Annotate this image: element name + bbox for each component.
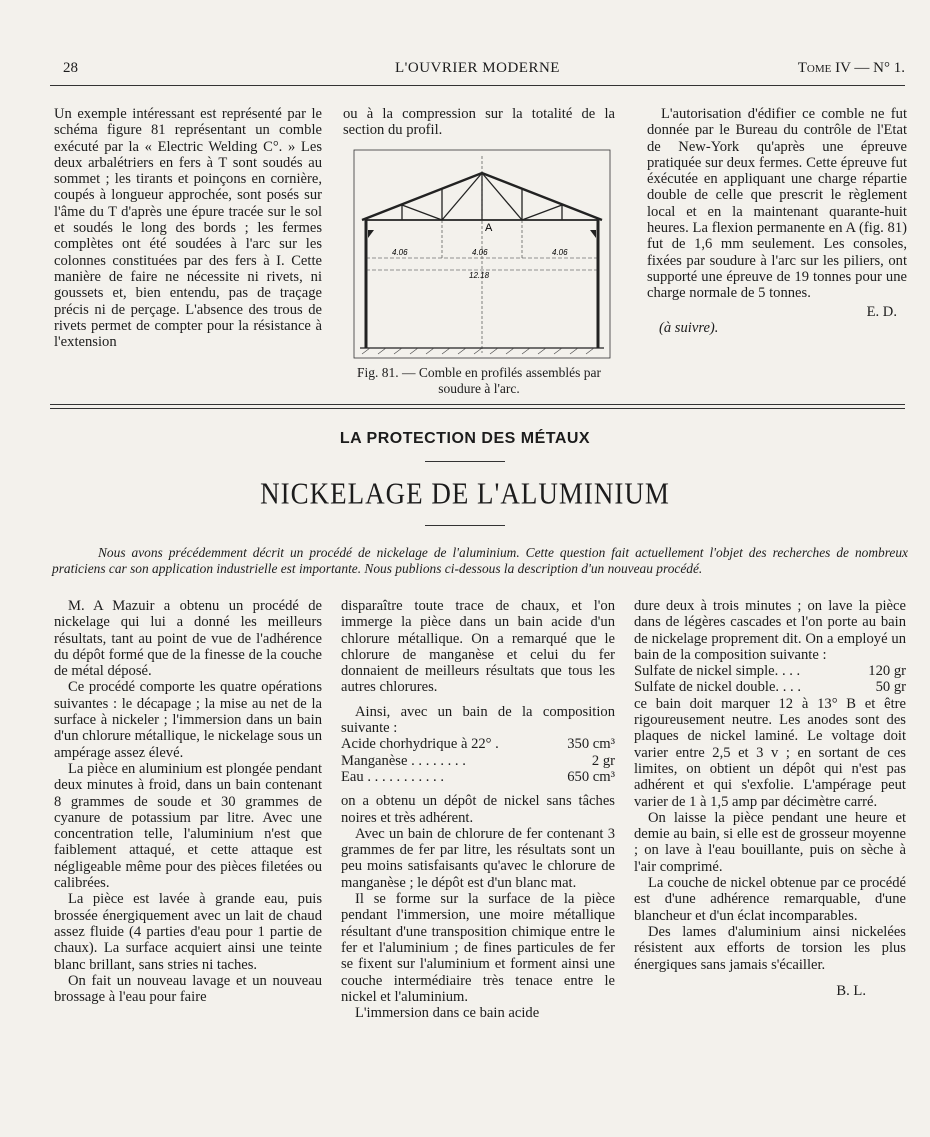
figure-caption: Fig. 81. — Comble en profilés assemblés par soudure à l'arc. — [356, 365, 602, 396]
journal-title: L'OUVRIER MODERNE — [395, 60, 560, 76]
recipe-row — [341, 736, 615, 752]
roof-truss-figure — [352, 148, 612, 360]
article-intro — [52, 545, 908, 577]
paragraph: Un exemple intéressant est représenté par le schéma figure 81 représentant un comble exécuté par la « Electric Welding C°. » Les deux arbalétriers en fers à T sont soudés au sommet ; les tirants et poinçons en cornière, coupés à longueur approchée, sont posés sur l'âme du T d'après une épure tracée sur le sol et soudés le long des bords ; les fermes complètes ont été soudées à l'arc sur les colonnes constituées par des fers à I. Cette manière de faire ne nécessite ni rivets, ni goussets et, bien entendu, pas de traçage précis ni de perçage. L'absence des trous de rivets permet de compter pour la résistance à l'extension — [54, 106, 322, 351]
paragraph: On laisse la pièce pendant une heure et demie au bain, si elle est de grosseur moyenne ; on lave à l'eau bouillante, puis on sèche à l'air comprimé. — [634, 809, 906, 875]
ingredient-name: Sulfate de nickel simple. — [634, 663, 779, 680]
title-rule — [425, 461, 505, 462]
paragraph: Ainsi, avec un bain de la composition suivante : — [341, 703, 615, 737]
leader-dots: . . . . . . . . . . . — [367, 768, 444, 785]
title-rule — [425, 525, 505, 526]
paragraph: on a obtenu un dépôt de nickel sans tâches noires et très adhérent. — [341, 793, 615, 826]
leader-dots: . . . — [782, 679, 801, 696]
top-column-2 — [343, 106, 615, 139]
recipe-row — [634, 663, 906, 679]
span-label: 12.18 — [469, 271, 490, 280]
right-console — [590, 230, 596, 238]
paragraph: L'autorisation d'édifier ce comble ne fut donnée par le Bureau du contrôle de l'Etat de New-York qu'après une épreuve pratiquée sur deux fermes. Cette épreuve fut éxécutée en appliquant une charge répartie double de celle que prescrit le règlement local et en la maintenant quarante-huit heures. La flexion permanente en A (fig. 81) fut de 1,6 mm seulement. Les consoles, fixées par soudure à l'arc sur les piliers, ont supporté une épreuve de 19 tonnes pour une charge normale de 5 tonnes. — [647, 106, 907, 302]
paragraph: La pièce est lavée à grande eau, puis brossée énergiquement avec un lait de chaud assez fluide (4 parties d'eau pour 1 partie de chaux). La surface acquiert ainsi une teinte blanc brillant, sans stries ni taches. — [54, 891, 322, 973]
section-separator — [50, 404, 905, 409]
leader-dots: . . . — [781, 663, 801, 680]
issue-number: Tome IV — N° 1. — [797, 60, 905, 76]
ground-hatching — [362, 348, 594, 354]
paragraph: ou à la compression sur la totalité de la section du profil. — [343, 106, 615, 139]
signature: E. D. — [866, 303, 897, 320]
ingredient-qty: 50 gr — [875, 679, 906, 696]
paragraph: Il se forme sur la surface de la pièce pendant l'immersion, une moire métallique résultant d'une transposition chimique entre le fer et l'aluminium ; de fines particules de fer se fixent sur l'aluminium et forment ainsi une couche intermédiaire très tenace entre le nickel et l'aluminium. — [341, 891, 615, 1005]
to-be-continued: (à suivre). — [659, 319, 719, 336]
ingredient-name: Manganèse — [341, 752, 408, 769]
paragraph: La couche de nickel obtenue par ce procédé est d'une adhérence remarquable, d'une blancheur et d'un éclat incomparables. — [634, 875, 906, 924]
section-title: LA PROTECTION DES MÉTAUX — [339, 430, 591, 447]
recipe-row — [634, 679, 906, 695]
paragraph: disparaître toute trace de chaux, et l'on immerge la pièce dans un bain acide d'un chlorure métallique. On a remarqué que le chlorure de manganèse et celui du fer donnaient de meilleurs résultats que tous les autres chlorures. — [341, 598, 615, 696]
top-column-3 — [647, 106, 907, 336]
dim-left-label: 4.06 — [392, 248, 408, 257]
paragraph: M. A Mazuir a obtenu un procédé de nickelage qui lui a donné les meilleurs résultats, tant au point de vue de l'adhérence du dépôt formé que de la finesse de la couche de métal déposé. — [54, 598, 322, 680]
paragraph: On fait un nouveau lavage et un nouveau brossage à l'eau pour faire — [54, 972, 322, 1006]
ingredient-qty: 350 cm³ — [567, 736, 615, 753]
signature: B. L. — [836, 982, 866, 999]
intro-text: Nous avons précédemment décrit un procédé de nickelage de l'aluminium. Cette question fait actuellement l'objet des recherches de nombreux praticiens car son application industrielle est importante. Nous publions ci-dessous la description d'un nouveau procédé. — [52, 545, 908, 576]
paragraph: L'immersion dans ce bain acide — [355, 1005, 540, 1022]
ingredient-qty: 2 gr — [591, 752, 615, 769]
page-header — [50, 60, 905, 82]
body-column-2 — [341, 598, 615, 1021]
leader-dots: . . . . . . . . — [411, 752, 466, 769]
body-column-1 — [54, 598, 322, 1005]
paragraph: dure deux à trois minutes ; on lave la pièce dans de légères cascades et l'on porte au bain de nickelage proprement dit. On a employé un bain de la composition suivante : — [634, 598, 906, 663]
recipe-row — [341, 769, 615, 785]
ingredient-qty: 650 cm³ — [567, 768, 615, 785]
point-a-label: A — [485, 222, 493, 234]
body-column-3 — [634, 598, 906, 999]
dim-mid-label: 4.06 — [472, 248, 488, 257]
paragraph: La pièce en aluminium est plongée pendant deux minutes à froid, dans un bain contenant 8 grammes de soude et 30 grammes de cyanure de potassium par litre. Avec une concentration telle, l'aluminium n'est que faiblement attaqué, et cette attaque est négligeable même pour des pièces filetées ou calibrées. — [54, 760, 322, 892]
paragraph: Ce procédé comporte les quatre opérations suivantes : le décapage ; la mise au net de la surface à nickeler ; l'immersion dans un bain d'un chlorure métallique, le nickelage sous un ampérage assez élevé. — [54, 679, 322, 761]
left-console — [368, 230, 374, 238]
article-title: NICKELAGE DE L'ALUMINIUM — [260, 475, 670, 511]
recipe-table — [341, 736, 615, 785]
page-number: 28 — [63, 60, 78, 76]
ingredient-name: Eau — [341, 768, 364, 785]
ingredient-name: Sulfate de nickel double. — [634, 679, 780, 696]
recipe-table — [634, 663, 906, 696]
dim-right-label: 4.06 — [552, 248, 568, 257]
ingredient-name: Acide chorhydrique à 22° — [341, 736, 492, 753]
paragraph: Des lames d'aluminium ainsi nickelées résistent aux efforts de torsion les plus énergiques sans jamais s'écailler. — [634, 923, 906, 973]
paragraph: Avec un bain de chlorure de fer contenant 3 grammes de fer par litre, les résultats sont un peu moins satisfaisants qu'avec le chlorure de manganèse ; le dépôt est d'un blanc mat. — [341, 825, 615, 891]
recipe-row — [341, 753, 615, 769]
top-column-1 — [54, 106, 322, 350]
paragraph: ce bain doit marquer 12 à 13° B et être rigoureusement neutre. Les anodes sont des plaques de nickel laminé. Le voltage doit varier entre 2,5 et 3 v ; en sortant de ces limites, on obtient un dépôt qui n'est pas adhérent et qui s'exfolie. L'ampérage peut varier de 1 à 1,5 amp par décimètre carré. — [634, 695, 906, 810]
leader-dots: . — [495, 736, 499, 753]
ingredient-qty: 120 gr — [868, 663, 906, 680]
header-rule — [50, 85, 905, 86]
